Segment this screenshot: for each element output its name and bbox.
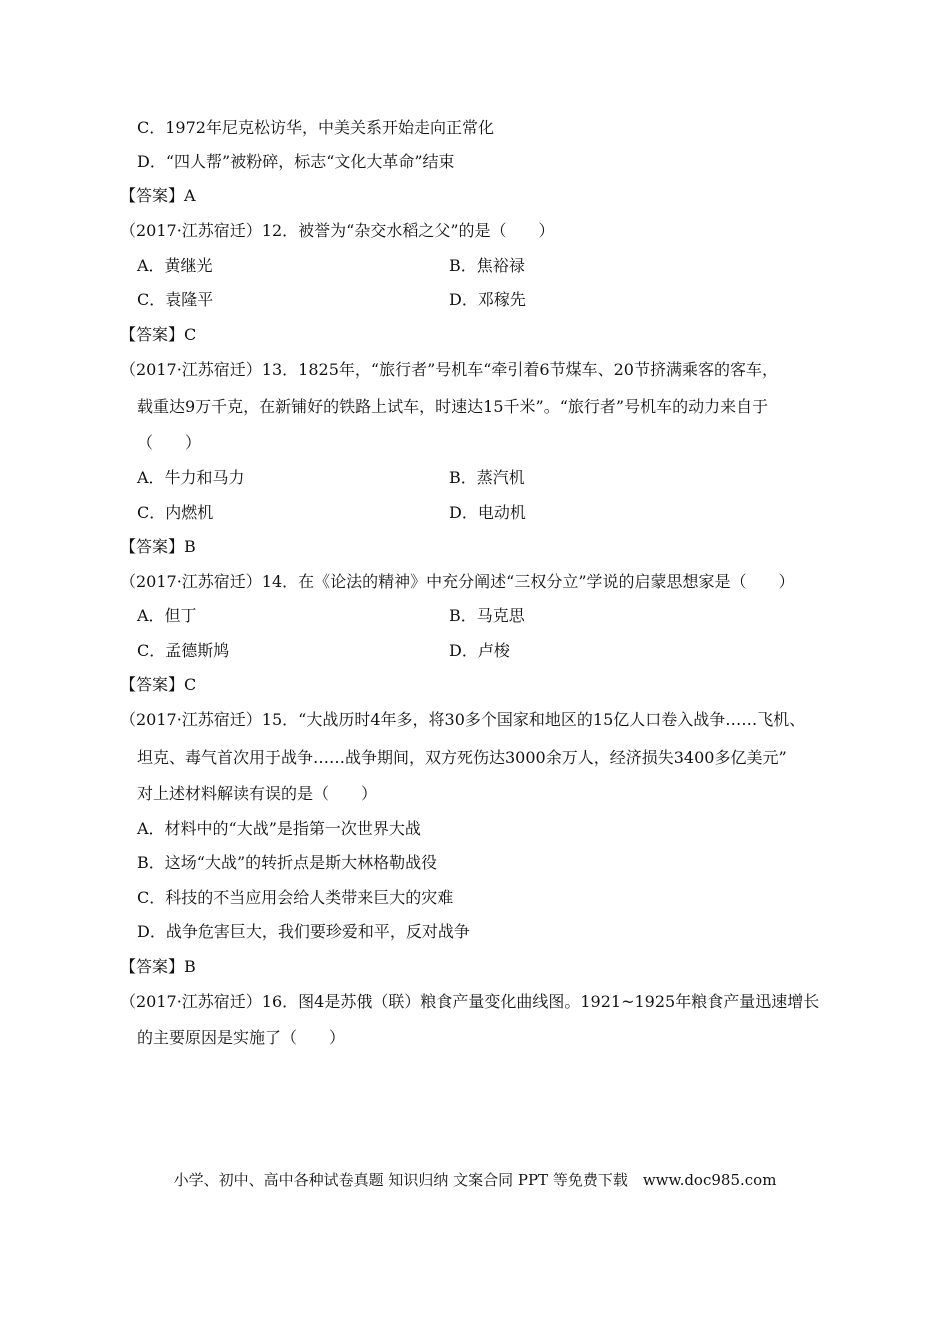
q12-option-b: B．焦裕禄	[449, 256, 525, 275]
q13-option-b: B．蒸汽机	[449, 468, 525, 487]
q14-stem: （2017·江苏宿迁）14．在《论法的精神》中充分阐述“三权分立”学说的启蒙思想家是（ ）	[120, 572, 795, 591]
q13-stem-line3: （ ）	[137, 433, 202, 452]
q16-stem-line1: （2017·江苏宿迁）16．图4是苏俄（联）粮食产量变化曲线图。1921~1925年粮食产量迅速增长	[120, 992, 820, 1011]
q13-stem-line1: （2017·江苏宿迁）13．1825年，“旅行者”号机车“牵引着6节煤车、20节挤满乘客的客车，	[120, 360, 778, 379]
q15-option-a: A．材料中的“大战”是指第一次世界大战	[137, 819, 421, 838]
q13-option-c: C．内燃机	[137, 503, 214, 522]
q15-stem-line3: 对上述材料解读有误的是（ ）	[137, 784, 378, 803]
q12-stem: （2017·江苏宿迁）12．被誉为“杂交水稻之父”的是（ ）	[120, 221, 555, 240]
q15-option-b: B．这场“大战”的转折点是斯大林格勒战役	[137, 853, 438, 872]
q11-option-c: C．1972年尼克松访华，中美关系开始走向正常化	[137, 118, 494, 137]
q12-option-a: A．黄继光	[137, 256, 213, 275]
q13-stem-line2: 载重达9万千克，在新铺好的铁路上试车，时速达15千米”。“旅行者”号机车的动力来自于	[137, 397, 769, 416]
q13-answer: 【答案】B	[120, 537, 196, 556]
q15-stem-line1: （2017·江苏宿迁）15．“大战历时4年多，将30多个国家和地区的15亿人口卷入战争……飞机、	[120, 710, 806, 729]
q15-option-c: C．科技的不当应用会给人类带来巨大的灾难	[137, 888, 454, 907]
q12-answer: 【答案】C	[120, 325, 197, 344]
q11-answer: 【答案】A	[120, 186, 196, 205]
q14-answer: 【答案】C	[120, 675, 197, 694]
q13-option-a: A．牛力和马力	[137, 468, 245, 487]
q11-option-d: D．“四人帮”被粉碎，标志“文化大革命”结束	[137, 152, 455, 171]
q13-option-d: D．电动机	[449, 503, 526, 522]
q16-stem-line2: 的主要原因是实施了（ ）	[137, 1028, 346, 1047]
q12-option-c: C．袁隆平	[137, 290, 214, 309]
q14-option-b: B．马克思	[449, 606, 525, 625]
page-footer: 小学、初中、高中各种试卷真题 知识归纳 文案合同 PPT 等免费下载 www.doc985.com	[173, 1171, 777, 1189]
q12-option-d: D．邓稼先	[449, 290, 526, 309]
q14-option-d: D．卢梭	[449, 641, 510, 660]
q14-option-a: A．但丁	[137, 606, 197, 625]
q15-option-d: D．战争危害巨大，我们要珍爱和平，反对战争	[137, 922, 470, 941]
q15-stem-line2: 坦克、毒气首次用于战争……战争期间，双方死伤达3000余万人，经济损失3400多亿美元”	[137, 748, 787, 767]
q15-answer: 【答案】B	[120, 957, 196, 976]
q14-option-c: C．孟德斯鸠	[137, 641, 230, 660]
